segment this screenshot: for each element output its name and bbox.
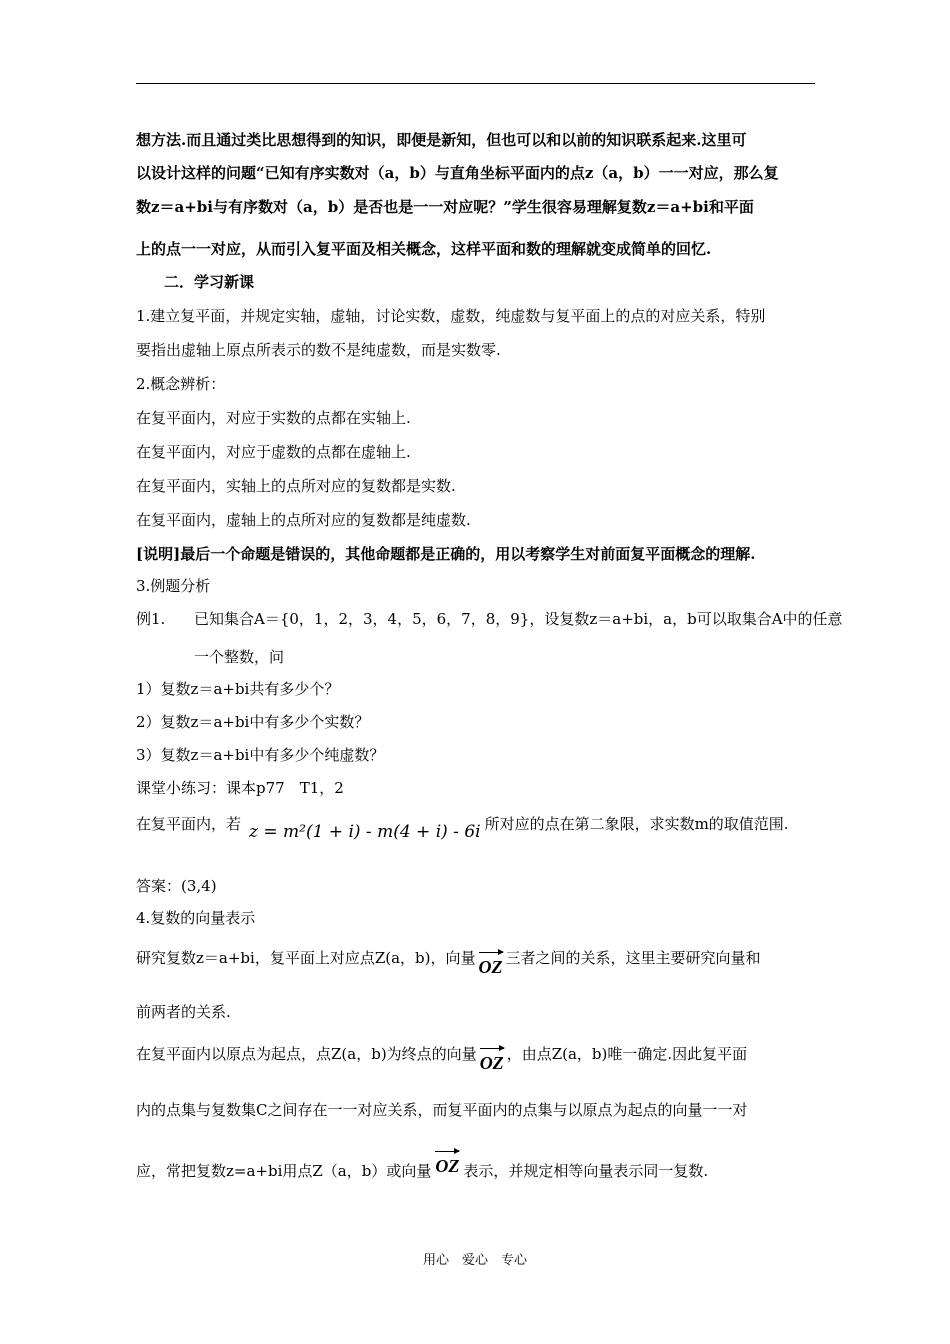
vector-oz-symbol: OZ [435,1151,459,1177]
item2-line: 在复平面内，虚轴上的点所对应的复数都是纯虚数. [136,511,471,529]
intro-line-1: 想方法.而且通过类比思想得到的知识，即便是新知，但也可以和以前的知识联系起来.这里可 [136,131,747,149]
example1-cont: 一个整数，问 [194,648,285,666]
vector-oz-symbol: OZ [479,952,503,978]
vector-p2-text-b: ，由点Z(a，b)唯一确定.因此复平面 [506,1045,748,1063]
note: [说明]最后一个命题是错误的，其他命题都是正确的，用以考察学生对前面复平面概念的理解. [136,545,756,563]
question-1: 1）复数z＝a+bi共有多少个？ [136,680,340,698]
header-rule [136,83,815,84]
vector-p1-text-a: 研究复数z＝a+bi，复平面上对应点Z(a，b)，向量 [136,949,476,967]
vector-p2-text-a: 在复平面内以原点为起点，点Z(a，b)为终点的向量 [136,1045,477,1063]
item2-title: 2.概念辨析： [136,375,226,393]
vector-p2-line-1 [136,1038,748,1073]
vector-p2-text-d-a: 应，常把复数z=a+bi用点Z（a，b）或向量 [136,1162,432,1180]
section-heading: 二．学习新课 [164,273,255,291]
exercise-formula: z = m²(1 + i) - m(4 + i) - 6i [249,822,481,842]
example1-label: 例1. [136,610,166,628]
item2-line: 在复平面内，对应于实数的点都在实轴上. [136,409,411,427]
item2-line: 在复平面内，对应于虚数的点都在虚轴上. [136,443,411,461]
vector-p2-line-2: 内的点集与复数集C之间存在一一对应关系，而复平面内的点集与以原点为起点的向量一一对 [136,1101,748,1119]
item2-line: 在复平面内，实轴上的点所对应的复数都是实数. [136,477,456,495]
item1-line-1: 1.建立复平面，并规定实轴，虚轴，讨论实数，虚数，纯虚数与复平面上的点的对应关系，特别 [136,307,766,325]
intro-line-4: 上的点一一对应，从而引入复平面及相关概念，这样平面和数的理解就变成简单的回忆. [136,240,712,258]
practice: 课堂小练习：课本p77 T1，2 [136,779,344,797]
exercise [136,813,789,842]
exercise-suffix: 所对应的点在第二象限，求实数m的取值范围. [484,815,789,833]
example1-text: 已知集合A＝{0，1，2，3，4，5，6，7，8，9}，设复数z＝a+bi，a，b可以取集合A中的任意 [194,610,843,628]
vector-p2-line-3 [136,1155,708,1182]
vector-oz-symbol: OZ [480,1048,504,1074]
exercise-prefix: 在复平面内，若 [136,815,242,833]
item4-title: 4.复数的向量表示 [136,909,256,927]
item1-line-2: 要指出虚轴上原点所表示的数不是纯虚数，而是实数零. [136,341,501,359]
vector-p1-line-1 [136,942,761,977]
intro-line-3: 数z＝a+bi与有序数对（a，b）是否也是一一对应呢？”学生很容易理解复数z＝a+bi和平面 [136,198,754,216]
vector-p1-line-2: 前两者的关系. [136,1003,231,1021]
vector-p1-text-b: 三者之间的关系，这里主要研究向量和 [505,949,761,967]
item3-title: 3.例题分析 [136,577,211,595]
question-2: 2）复数z＝a+bi中有多少个实数？ [136,713,370,731]
answer: 答案：(3,4) [136,877,217,895]
vector-p2-text-d-b: 表示，并规定相等向量表示同一复数. [463,1162,709,1180]
question-3: 3）复数z＝a+bi中有多少个纯虚数？ [136,746,385,764]
page-footer: 用心 爱心 专心 [422,1253,527,1268]
intro-line-2: 以设计这样的问题“已知有序实数对（a，b）与直角坐标平面内的点z（a，b）一一对应，那么复 [136,164,779,182]
